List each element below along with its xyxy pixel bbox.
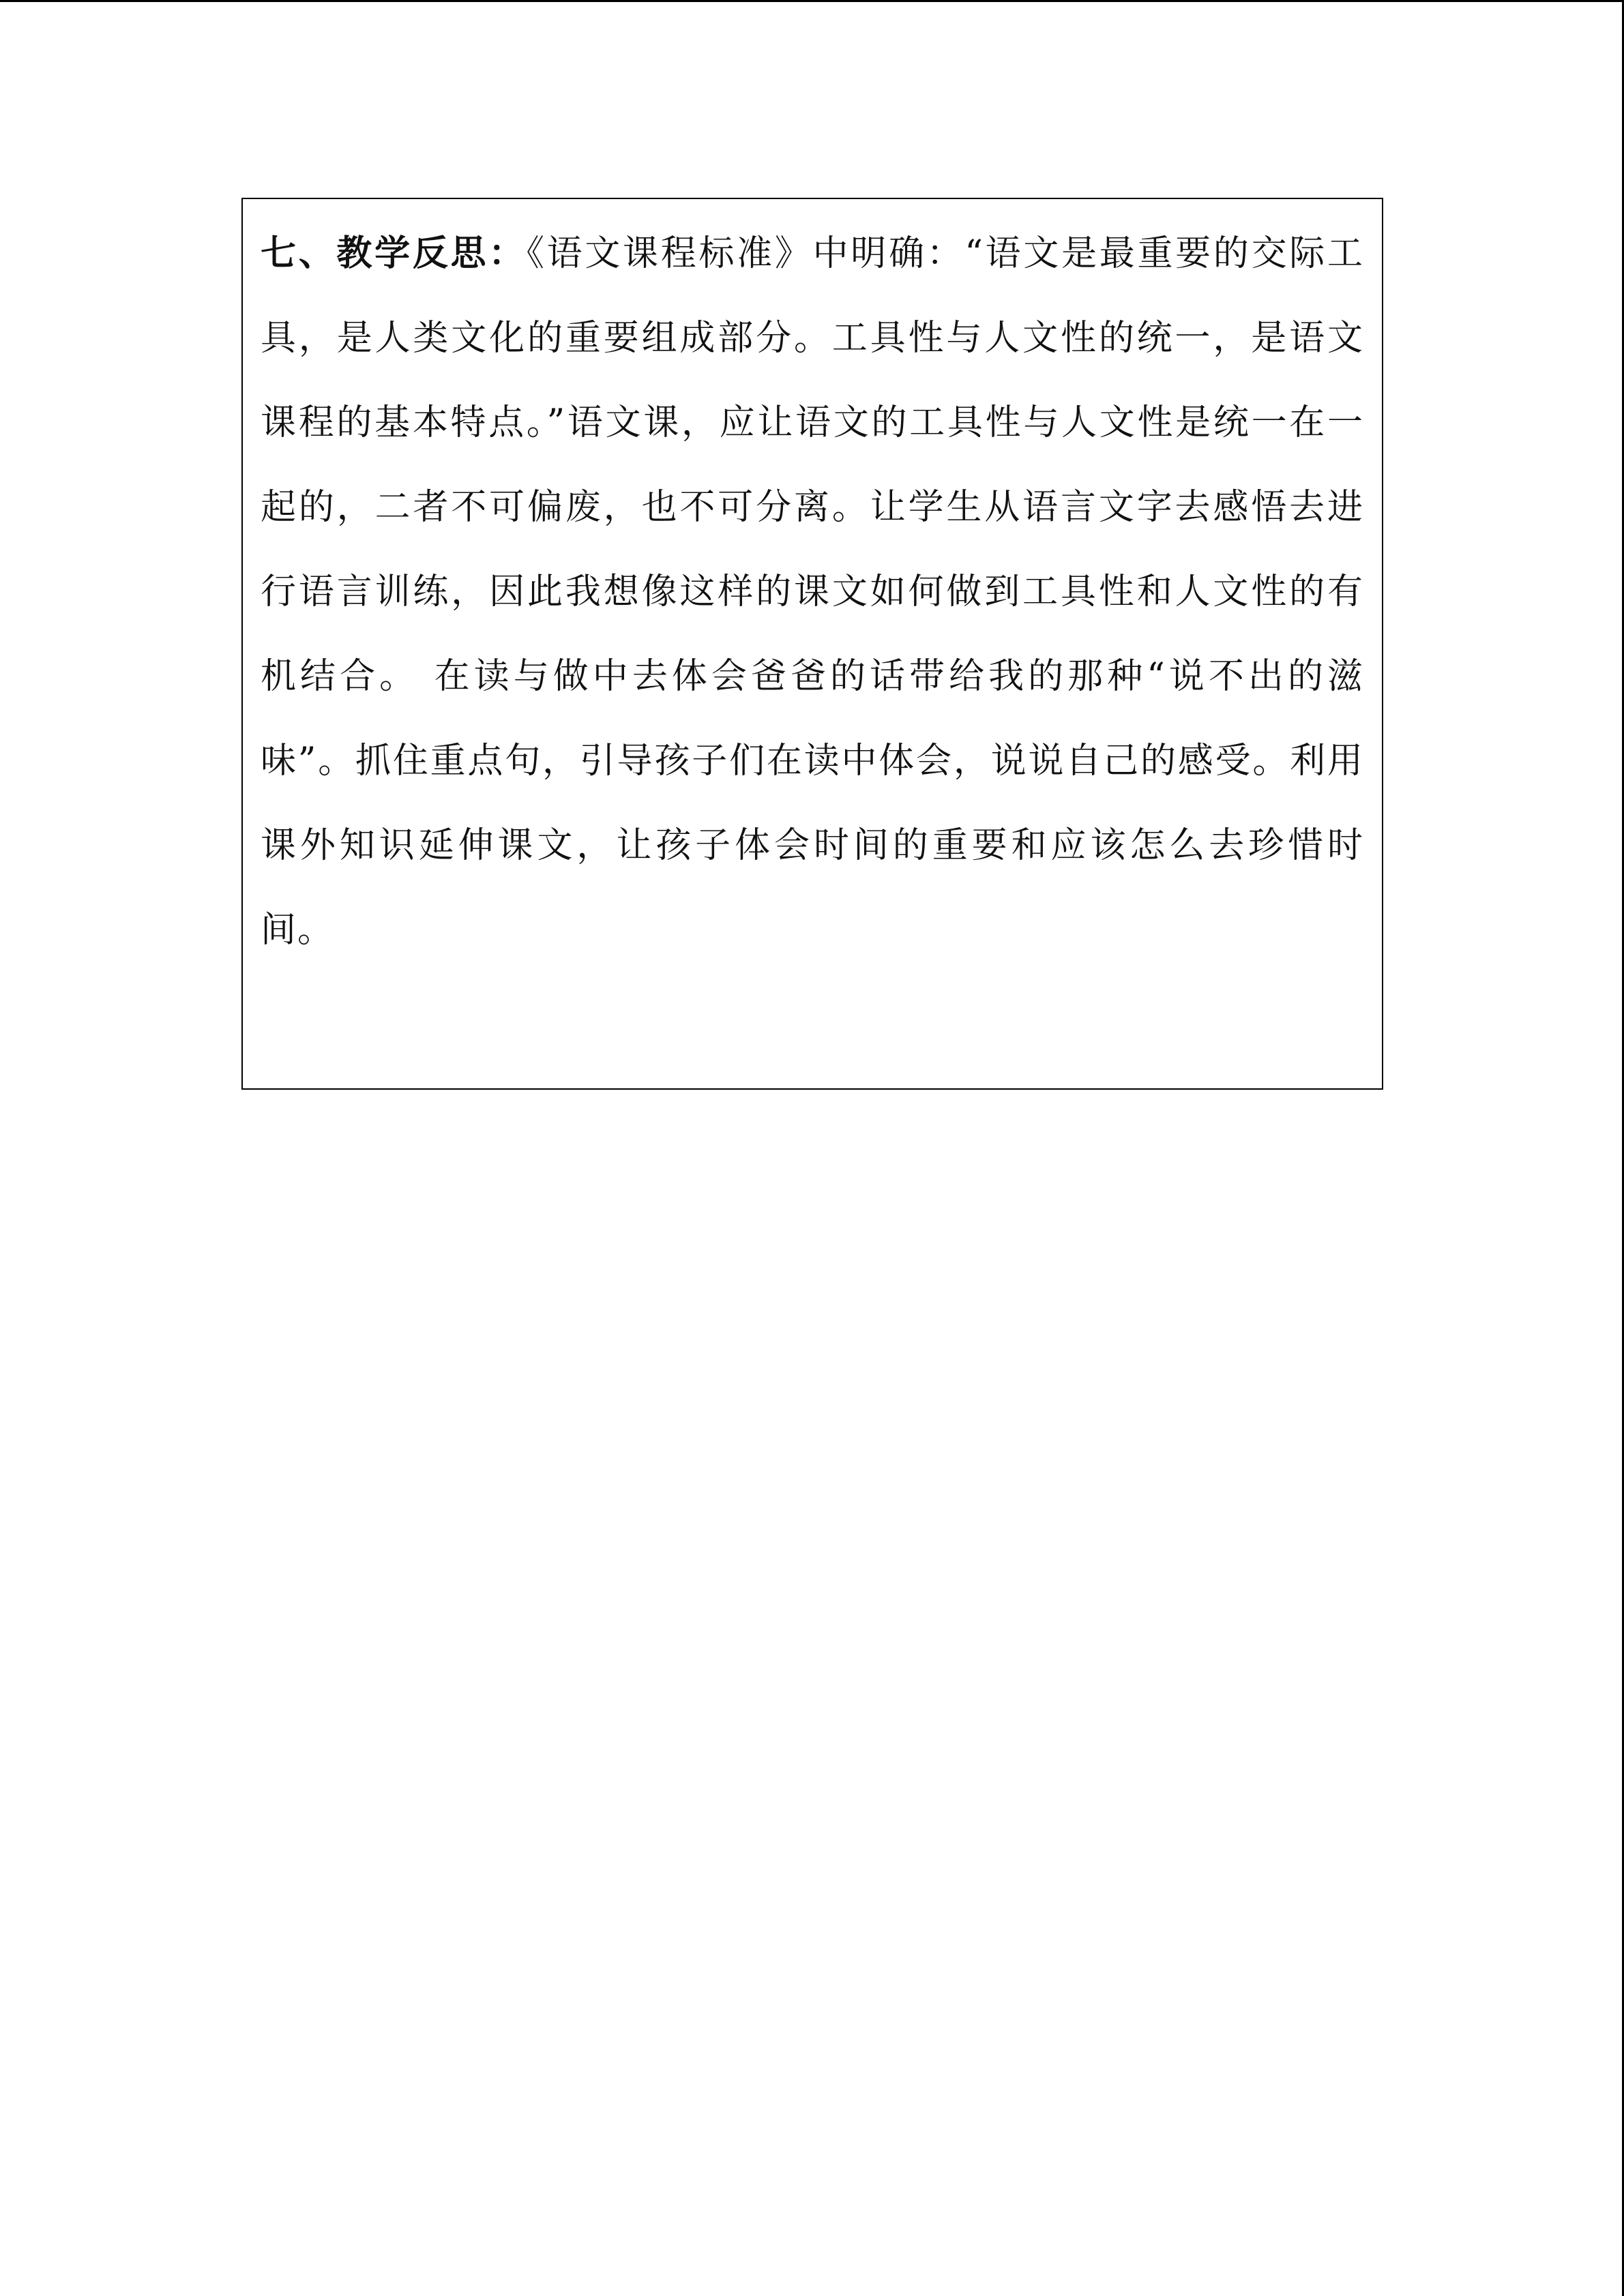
reflection-body: 《语文课程标准》中明确：“语文是最重要的交际工具，是人类文化的重要组成部分。工具性与人文性的统一，是语文课程的基本特点。”语文课，应让语文的工具性与人文性是统一在一起的，二者不可偏废，也不可分离。让学生从语言文字去感悟去进行语言训练，因此我想像这样的课文如何做到工具性和人文性的有机结合。 在读与做中去体会爸爸的话带给我的那种“说不出的滋味”。抓住重点句，引导孩子们在读中体会，说说自己的感受。利用课外知识延伸课文，让孩子体会时间的重要和应该怎么去珍惜时间。 [261,233,1364,951]
section-heading: 七、教学反思： [261,233,527,274]
teaching-reflection-box [241,198,1383,1090]
teaching-reflection-paragraph [261,211,1364,972]
